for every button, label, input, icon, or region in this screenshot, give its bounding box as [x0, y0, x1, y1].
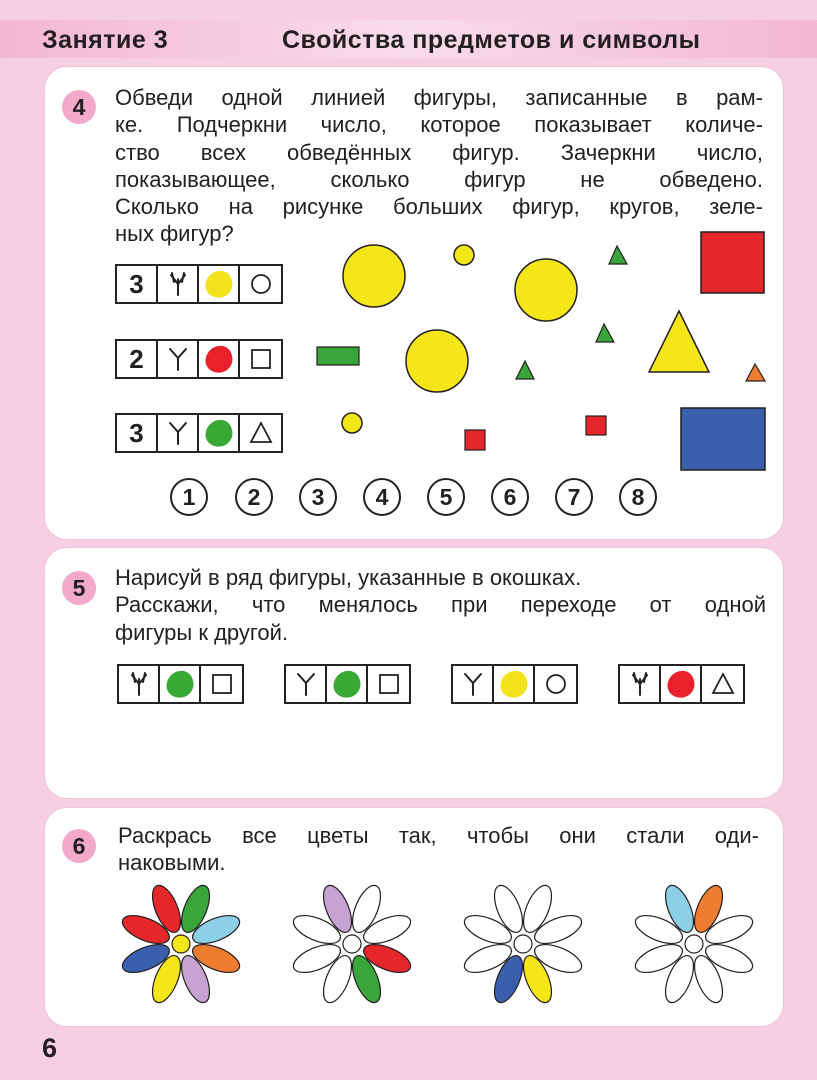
flower-center[interactable] — [685, 935, 703, 953]
page-number: 6 — [42, 1033, 58, 1063]
task-4-line: Сколько на рисунке больших фигур, кругов, зеле- — [115, 194, 763, 220]
answer-option-1[interactable]: 1 — [170, 478, 208, 516]
task-4-line: ке. Подчеркни число, которое показывает количе- — [115, 112, 763, 138]
answer-option-2[interactable]: 2 — [235, 478, 273, 516]
strip-count: 3 — [117, 415, 158, 451]
task-6-line: Раскрась все цветы так, чтобы они стали оди- — [118, 823, 759, 848]
flower[interactable] — [119, 882, 244, 1007]
task-4-line: ство всех обведённых фигур. Зачеркни число, — [115, 139, 763, 165]
task-4-line: Обведи одной линией фигуры, записанные в рам- — [115, 85, 763, 110]
task-5-line: Расскажи, что менялось при переходе от одной — [115, 592, 766, 618]
answer-option-4[interactable]: 4 — [363, 478, 401, 516]
flower[interactable] — [461, 882, 586, 1007]
task-6-line: наковыми. — [118, 850, 226, 876]
strip-count: 3 — [117, 266, 158, 302]
task-4-line: ных фигур? — [115, 221, 234, 247]
flower-center[interactable] — [514, 935, 532, 953]
flower-center[interactable] — [172, 935, 190, 953]
task-4-number: 4 — [62, 90, 96, 124]
flower-center[interactable] — [343, 935, 361, 953]
answer-option-6[interactable]: 6 — [491, 478, 529, 516]
flower[interactable] — [632, 882, 757, 1007]
task-6-number: 6 — [62, 829, 96, 863]
task-5-line: Нарисуй в ряд фигуры, указанные в окошках. — [115, 565, 582, 590]
answer-option-7[interactable]: 7 — [555, 478, 593, 516]
task-5-number: 5 — [62, 571, 96, 605]
task-5-line: фигуры к другой. — [115, 619, 289, 645]
lesson-title: Занятие 3 — [42, 26, 169, 54]
answer-option-5[interactable]: 5 — [427, 478, 465, 516]
answer-option-8[interactable]: 8 — [619, 478, 657, 516]
topic-title: Свойства предметов и символы — [282, 26, 701, 54]
answer-option-3[interactable]: 3 — [299, 478, 337, 516]
strip-count: 2 — [117, 341, 158, 377]
task-4-line: показывающее, сколько фигур не обведено. — [115, 166, 763, 192]
flower[interactable] — [290, 882, 415, 1007]
